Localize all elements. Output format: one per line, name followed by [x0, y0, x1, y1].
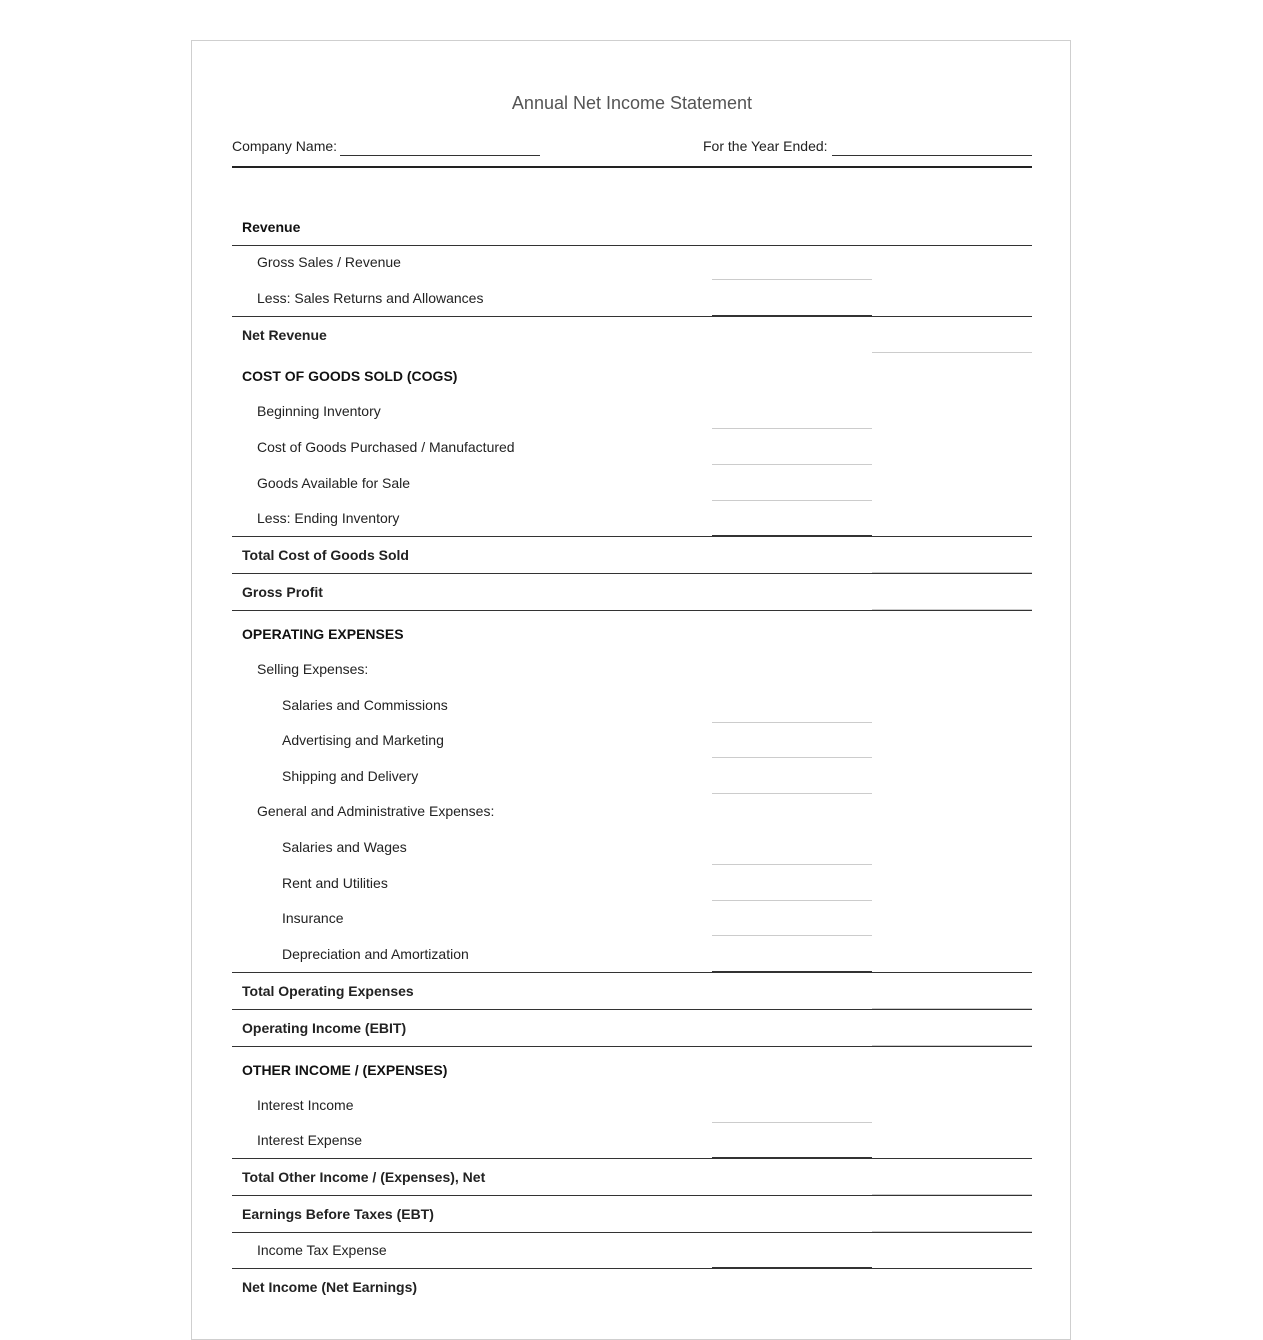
row-label: Salaries and Commissions — [282, 697, 448, 713]
beginning-inventory-row — [232, 393, 1032, 429]
company-name-field[interactable] — [340, 155, 540, 156]
statement-header — [232, 136, 1032, 158]
row-label: Selling Expenses: — [257, 661, 369, 677]
total-cogs-row — [232, 536, 1032, 573]
cogs-heading — [232, 358, 1032, 394]
row-label: Cost of Goods Purchased / Manufactured — [257, 439, 515, 455]
company-name-label: Company Name: — [232, 138, 338, 154]
header-divider — [232, 166, 1032, 168]
ebt-row — [232, 1195, 1032, 1233]
row-label: Insurance — [282, 910, 344, 926]
revenue-heading — [232, 209, 1032, 246]
gross-profit-row — [232, 573, 1032, 611]
rent-utilities-row — [232, 865, 1032, 901]
insurance-row — [232, 900, 1032, 936]
row-label: Revenue — [242, 219, 301, 235]
statement-page — [191, 40, 1071, 1340]
row-label: Income Tax Expense — [257, 1242, 387, 1258]
goods-available-row — [232, 465, 1032, 501]
row-label: OTHER INCOME / (EXPENSES) — [242, 1062, 448, 1078]
goods-purchased-row — [232, 429, 1032, 465]
net-revenue-row — [232, 316, 1032, 353]
operating-income-amount-field[interactable] — [872, 1045, 1032, 1046]
row-label: Total Operating Expenses — [242, 983, 414, 999]
row-label: Interest Income — [257, 1097, 354, 1113]
row-label: COST OF GOODS SOLD (COGS) — [242, 368, 458, 384]
row-label: Rent and Utilities — [282, 875, 388, 891]
row-label: Total Cost of Goods Sold — [242, 547, 409, 563]
depreciation-row — [232, 936, 1032, 972]
sales-returns-row — [232, 280, 1032, 316]
salaries-wages-row — [232, 829, 1032, 865]
advertising-marketing-row — [232, 722, 1032, 758]
row-label: Advertising and Marketing — [282, 732, 444, 748]
other-income-heading — [232, 1052, 1032, 1088]
row-label: Net Revenue — [242, 327, 327, 343]
operating-income-row — [232, 1009, 1032, 1047]
total-other-income-row — [232, 1158, 1032, 1195]
year-ended-field[interactable] — [832, 155, 1032, 156]
row-label: Total Other Income / (Expenses), Net — [242, 1169, 486, 1185]
row-label: General and Administrative Expenses: — [257, 803, 495, 819]
row-label: Shipping and Delivery — [282, 768, 419, 784]
row-label: Net Income (Net Earnings) — [242, 1279, 418, 1295]
gross-sales-row — [232, 244, 1032, 280]
row-label: OPERATING EXPENSES — [242, 626, 404, 642]
row-label: Gross Sales / Revenue — [257, 254, 401, 270]
gross-profit-amount-field[interactable] — [872, 609, 1032, 610]
row-label: Less: Ending Inventory — [257, 510, 400, 526]
income-tax-row — [232, 1232, 1032, 1268]
row-label: Depreciation and Amortization — [282, 946, 469, 962]
total-operating-expenses-row — [232, 972, 1032, 1009]
shipping-delivery-row — [232, 758, 1032, 794]
page-title: Annual Net Income Statement — [511, 93, 753, 113]
net-revenue-amount-field[interactable] — [872, 352, 1032, 353]
interest-expense-row — [232, 1122, 1032, 1158]
row-label: Operating Income (EBIT) — [242, 1020, 407, 1036]
interest-income-row — [232, 1087, 1032, 1123]
row-label: Interest Expense — [257, 1132, 363, 1148]
operating-expenses-heading — [232, 616, 1032, 652]
row-label: Salaries and Wages — [282, 839, 407, 855]
general-admin-subheading — [232, 793, 1032, 829]
row-label: Less: Sales Returns and Allowances — [257, 290, 484, 306]
selling-expenses-subheading — [232, 651, 1032, 687]
row-label: Beginning Inventory — [257, 403, 381, 419]
row-label: Earnings Before Taxes (EBT) — [242, 1206, 434, 1222]
year-ended-label: For the Year Ended: — [703, 138, 828, 154]
net-income-row — [232, 1268, 1032, 1305]
salaries-commissions-row — [232, 687, 1032, 723]
row-label: Gross Profit — [242, 584, 323, 600]
ending-inventory-row — [232, 500, 1032, 536]
row-label: Goods Available for Sale — [257, 475, 411, 491]
